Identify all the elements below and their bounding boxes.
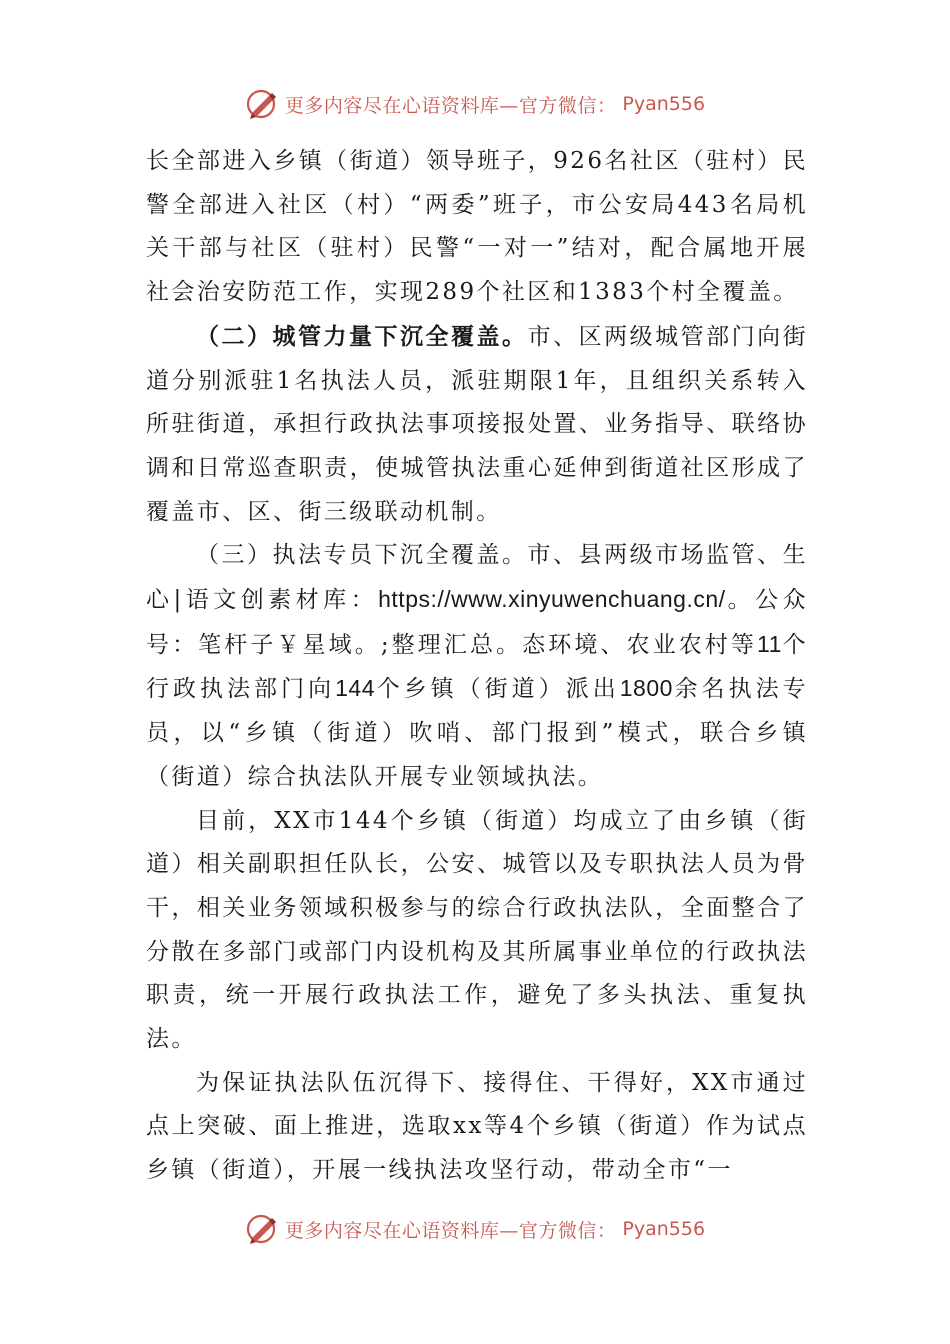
watermark-wechat-id: Pyan556 <box>622 1218 706 1240</box>
paragraph-3 <box>146 534 808 799</box>
paragraph-3-number-3: 1800 <box>619 675 673 702</box>
watermark-wechat-id: Pyan556 <box>622 93 706 115</box>
pen-seal-logo-icon <box>245 1212 279 1246</box>
paragraph-3-text-c: 个行政执法部门向 <box>146 631 808 703</box>
paragraph-5: 为保证执法队伍沉得下、接得住、干得好，XX市通过点上突破、面上推进，选取xx等4个乡镇（街道）作为试点乡镇（街道），开展一线执法攻坚行动，带动全市“一 <box>146 1069 808 1184</box>
pen-seal-logo-icon <box>245 87 279 121</box>
source-url-link[interactable]: https://www.xinyuwenchuang.cn/ <box>378 586 726 613</box>
watermark-text: 更多内容尽在心语资料库—官方微信： <box>284 1219 617 1242</box>
paragraph-3-text-b: 。公众号：笔杆子￥星域。;整理汇总。态环境、农业农村等 <box>146 587 808 658</box>
paragraph-3-text-a: （三）执法专员下沉全覆盖。市、县两级市场监管、生心|语文创素材库： <box>146 542 808 614</box>
watermark-banner-bottom <box>0 1209 950 1249</box>
paragraph-4: 目前，XX市144个乡镇（街道）均成立了由乡镇（街道）相关副职担任队长，公安、城管以及专职执法人员为骨干，相关业务领域积极参与的综合行政执法队，全面整合了分散在多部门或部门内设机构及其所属事业单位的行政执法职责，统一开展行政执法工作，避免了多头执法、重复执法。 <box>146 807 808 1053</box>
paragraph-3-text-e: 余名执法专员，以“乡镇（街道）吹哨、部门报到”模式，联合乡镇（街道）综合执法队开展专业领域执法。 <box>146 676 808 790</box>
watermark-text: 更多内容尽在心语资料库—官方微信： <box>284 94 617 117</box>
document-body <box>146 140 808 1193</box>
paragraph-3-text-d: 个乡镇（街道）派出 <box>374 676 620 703</box>
paragraph-3-number-1: 11 <box>757 630 782 657</box>
watermark-banner-top <box>0 84 950 124</box>
paragraph-1: 长全部进入乡镇（街道）领导班子，926名社区（驻村）民警全部进入社区（村）“两委”班子，市公安局443名局机关干部与社区（驻村）民警“一对一”结对，配合属地开展社会治安防范工作，实现289个社区和1383个村全覆盖。 <box>146 148 808 306</box>
paragraph-2-heading: （二）城管力量下沉全覆盖。 <box>196 322 528 350</box>
paragraph-2 <box>146 315 808 535</box>
paragraph-2-body: 市、区两级城管部门向街道分别派驻1名执法人员，派驻期限1年，且组织关系转入所驻街道，承担行政执法事项接报处置、业务指导、联络协调和日常巡查职责，使城管执法重心延伸到街道社区形成了覆盖市、区、街三级联动机制。 <box>146 323 809 525</box>
paragraph-3-number-2: 144 <box>335 675 375 702</box>
